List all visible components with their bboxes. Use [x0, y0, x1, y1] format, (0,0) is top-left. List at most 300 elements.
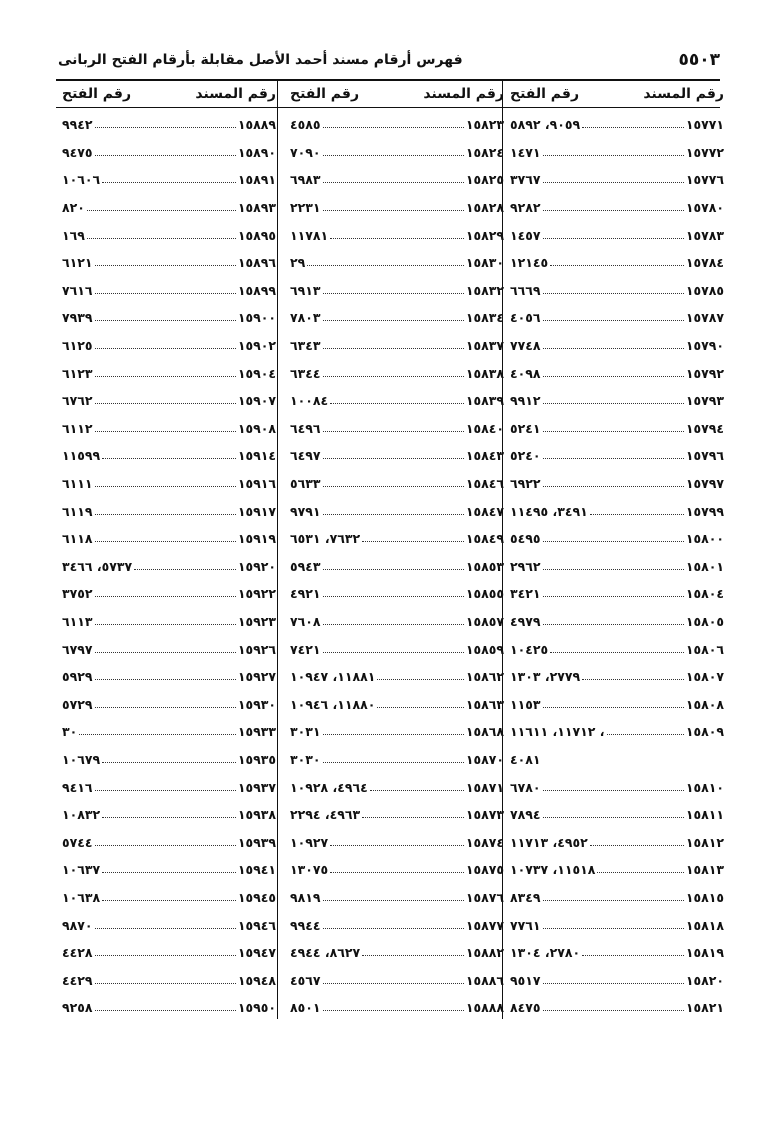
- index-row: [510, 746, 724, 774]
- fath-number: ١٦٩: [62, 227, 85, 243]
- index-row: [510, 332, 724, 360]
- fath-number: ٧٩٣٩: [62, 310, 93, 326]
- index-row: [62, 166, 276, 194]
- page-number: ٥٥٠٣: [678, 50, 720, 70]
- dot-leader: [323, 127, 464, 128]
- fath-number: ١١٥٩٩: [62, 448, 101, 464]
- musnad-number: ١٥٨٨٦: [465, 972, 504, 988]
- musnad-number: ١٥٨٦٨: [465, 724, 504, 740]
- dot-leader: [377, 679, 463, 680]
- fath-number: ٥٧٢٩: [62, 696, 93, 712]
- musnad-number: ١٥٩٠٠: [237, 310, 276, 326]
- index-row: [290, 994, 504, 1022]
- fath-number: ١٢١٤٥: [510, 255, 549, 271]
- musnad-number: ١٥٩٤٧: [237, 945, 276, 961]
- musnad-number: ١٥٧٨٤: [685, 255, 724, 271]
- musnad-number: ١٥٨٨٩: [237, 117, 276, 133]
- fath-number: ٦٧٨٠: [510, 779, 541, 795]
- dot-leader: [543, 900, 684, 901]
- musnad-number: ١٥٩٢٣: [237, 613, 276, 629]
- fath-number: ٩٢٨٢: [510, 200, 541, 216]
- fath-number: ١٠٦٠٦: [62, 172, 101, 188]
- dot-leader: [323, 514, 464, 515]
- index-row: [62, 497, 276, 525]
- column-divider-left: [277, 81, 278, 1019]
- fath-number: ٥٢٤١: [510, 420, 541, 436]
- index-row: [510, 553, 724, 581]
- musnad-number: ١٥٨٧٣: [465, 807, 504, 823]
- musnad-number: ١٥٨٧١: [465, 779, 504, 795]
- dot-leader: [543, 707, 684, 708]
- index-row: [62, 608, 276, 636]
- musnad-number: ١٥٩٥٠: [237, 1000, 276, 1016]
- dot-leader: [95, 1010, 236, 1011]
- index-row: [290, 497, 504, 525]
- index-row: [510, 387, 724, 415]
- musnad-number: ١٥٨٢٩: [465, 227, 504, 243]
- musnad-number: ١٥٨٢١: [685, 1000, 724, 1016]
- dot-leader: [95, 376, 236, 377]
- musnad-number: ١٥٩٤٥: [237, 889, 276, 905]
- heading-musnad: رقم المسند: [195, 86, 276, 102]
- fath-number: ١٠٤٢٥: [510, 641, 549, 657]
- musnad-number: ١٥٨٥٩: [465, 641, 504, 657]
- musnad-number: ١٥٧٧١: [685, 117, 724, 133]
- index-row: [62, 221, 276, 249]
- dot-leader: [323, 569, 464, 570]
- index-row: [510, 911, 724, 939]
- index-row: [290, 828, 504, 856]
- fath-number: ٦٩١٣: [290, 282, 321, 298]
- dot-leader: [590, 845, 684, 846]
- fath-number: ٢٩٦٢: [510, 558, 541, 574]
- heading-fath: رقم الفتح: [290, 86, 360, 102]
- dot-leader: [543, 182, 684, 183]
- index-row: [62, 635, 276, 663]
- dot-leader: [102, 182, 236, 183]
- fath-number: ٨٥٠١: [290, 1000, 321, 1016]
- index-row: [510, 856, 724, 884]
- musnad-number: ١٥٧٨٥: [685, 282, 724, 298]
- fath-number: ٣٤٩١، ١١٤٩٥: [510, 503, 588, 519]
- musnad-number: ١٥٩٠٨: [237, 420, 276, 436]
- fath-number: ٩٤٧٥: [62, 144, 93, 160]
- index-row: [510, 470, 724, 498]
- fath-number: ٦١٢٣: [62, 365, 93, 381]
- musnad-number: ١٥٨٣٨: [465, 365, 504, 381]
- musnad-number: ١٥٨٢٤: [465, 144, 504, 160]
- dot-leader: [323, 320, 464, 321]
- musnad-number: ١٥٩٣٠: [237, 696, 276, 712]
- dot-leader: [323, 376, 464, 377]
- fath-number: ٦٣٤٤: [290, 365, 321, 381]
- musnad-number: ١٥٨٣٩: [465, 393, 504, 409]
- musnad-number: ١٥٨٦٣: [465, 696, 504, 712]
- column-heading: [62, 81, 276, 107]
- index-row: [62, 718, 276, 746]
- index-row: [290, 442, 504, 470]
- dot-leader: [330, 872, 464, 873]
- fath-number: ٥٩٢٩: [62, 669, 93, 685]
- index-row: [290, 249, 504, 277]
- fath-number: ٦٤٩٦: [290, 420, 321, 436]
- musnad-number: ١٥٩٣٥: [237, 751, 276, 767]
- musnad-number: ١٥٩٢٦: [237, 641, 276, 657]
- index-row: [510, 608, 724, 636]
- index-row: [62, 856, 276, 884]
- dot-leader: [543, 458, 684, 459]
- index-row: [290, 939, 504, 967]
- fath-number: ٦٧٦٢: [62, 393, 93, 409]
- index-row: [62, 690, 276, 718]
- fath-number: ١١٥٣: [510, 696, 541, 712]
- fath-number: ٥٩٤٣: [290, 558, 321, 574]
- index-row: [290, 415, 504, 443]
- dot-leader: [87, 238, 236, 239]
- musnad-number: ١٥٧٩٧: [685, 476, 724, 492]
- index-row: [510, 525, 724, 553]
- musnad-number: ١٥٨٩٩: [237, 282, 276, 298]
- dot-leader: [95, 652, 236, 653]
- musnad-number: ١٥٩٣٣: [237, 724, 276, 740]
- musnad-number: ١٥٩٣٩: [237, 834, 276, 850]
- index-row: [510, 139, 724, 167]
- musnad-number: ١٥٩٤٦: [237, 917, 276, 933]
- musnad-number: ١٥٩٠٢: [237, 338, 276, 354]
- index-row: [290, 139, 504, 167]
- dot-leader: [323, 293, 464, 294]
- index-row: [62, 525, 276, 553]
- index-row: [510, 884, 724, 912]
- dot-leader: [95, 596, 236, 597]
- musnad-number: ١٥٨٣٤: [465, 310, 504, 326]
- dot-leader: [87, 210, 236, 211]
- column-heading: [290, 81, 504, 107]
- index-row: [290, 525, 504, 553]
- musnad-number: ١٥٨٩٣: [237, 200, 276, 216]
- fath-number: ٥٢٤٠: [510, 448, 541, 464]
- fath-number: ٣٧٦٧: [510, 172, 541, 188]
- dot-leader: [95, 348, 236, 349]
- dot-leader: [95, 155, 236, 156]
- index-row: [290, 111, 504, 139]
- musnad-number: ١٥٨٢٠: [685, 972, 724, 988]
- musnad-number: ١٥٨٧٦: [465, 889, 504, 905]
- dot-leader: [362, 817, 464, 818]
- musnad-number: ١٥٨٧٧: [465, 917, 504, 933]
- fath-number: ١٣٠٧٥: [290, 862, 329, 878]
- dot-leader: [330, 845, 464, 846]
- musnad-number: ١٥٩٣٧: [237, 779, 276, 795]
- index-row: [62, 139, 276, 167]
- dot-leader: [95, 679, 236, 680]
- index-row: [62, 277, 276, 305]
- musnad-number: ١٥٩١٤: [237, 448, 276, 464]
- musnad-number: ١٥٩٤١: [237, 862, 276, 878]
- index-row: [290, 332, 504, 360]
- fath-number: ٩٢٥٨: [62, 1000, 93, 1016]
- index-row: [290, 801, 504, 829]
- musnad-number: ١٥٨٠٥: [685, 613, 724, 629]
- dot-leader: [330, 238, 464, 239]
- dot-leader: [95, 486, 236, 487]
- musnad-number: ١٥٨١٠: [685, 779, 724, 795]
- index-row: [290, 856, 504, 884]
- index-row: [510, 690, 724, 718]
- fath-number: ٤٥٨٥: [290, 117, 321, 133]
- fath-number: ٦١١٢: [62, 420, 93, 436]
- dot-leader: [323, 762, 464, 763]
- heading-fath: رقم الفتح: [62, 86, 132, 102]
- musnad-number: ١٥٩٤٨: [237, 972, 276, 988]
- index-row: [290, 884, 504, 912]
- fath-number: ٣٧٥٢: [62, 586, 93, 602]
- musnad-number: ١٥٨٩٦: [237, 255, 276, 271]
- musnad-number: ١٥٧٩٤: [685, 420, 724, 436]
- dot-leader: [543, 348, 684, 349]
- index-row: [290, 304, 504, 332]
- index-row: [510, 497, 724, 525]
- fath-number: ١٠٦٧٩: [62, 751, 101, 767]
- index-rows: [62, 111, 276, 1022]
- index-row: [290, 746, 504, 774]
- musnad-number: ١٥٩١٩: [237, 531, 276, 547]
- index-row: [62, 966, 276, 994]
- musnad-number: ١٥٨٩٥: [237, 227, 276, 243]
- fath-number: ٧٧٦١: [510, 917, 541, 933]
- heading-musnad: رقم المسند: [643, 86, 724, 102]
- dot-leader: [307, 265, 464, 266]
- fath-number: ٩٩٤٤: [290, 917, 321, 933]
- fath-number: ٤٩٦٤، ١٠٩٢٨: [290, 779, 368, 795]
- dot-leader: [543, 376, 684, 377]
- fath-number: ١٤٧١: [510, 144, 541, 160]
- index-row: [510, 580, 724, 608]
- musnad-number: ١٥٩٠٤: [237, 365, 276, 381]
- dot-leader: [95, 127, 236, 128]
- index-row: [290, 690, 504, 718]
- musnad-number: ١٥٨٥٧: [465, 613, 504, 629]
- dot-leader: [543, 928, 684, 929]
- dot-leader: [543, 1010, 684, 1011]
- index-row: [510, 277, 724, 305]
- index-row: [62, 553, 276, 581]
- dot-leader: [102, 817, 236, 818]
- dot-leader: [370, 790, 464, 791]
- fath-number: ٢٢٣١: [290, 200, 321, 216]
- musnad-number: ١٥٨١٩: [685, 945, 724, 961]
- index-row: [290, 277, 504, 305]
- fath-number: ٧٦١٦: [62, 282, 93, 298]
- dot-leader: [323, 983, 464, 984]
- fath-number: ٦١١١: [62, 476, 93, 492]
- musnad-number: ١٥٨٩١: [237, 172, 276, 188]
- index-row: [290, 635, 504, 663]
- dot-leader: [597, 872, 683, 873]
- musnad-number: ١٥٨٠٤: [685, 586, 724, 602]
- musnad-number: ١٥٨٠٦: [685, 641, 724, 657]
- musnad-number: ١٥٨٩٠: [237, 144, 276, 160]
- index-row: [510, 828, 724, 856]
- musnad-number: ١٥٨٠٩: [685, 724, 724, 740]
- dot-leader: [330, 403, 464, 404]
- fath-number: ٩٩١٢: [510, 393, 541, 409]
- dot-leader: [95, 265, 236, 266]
- dot-leader: [102, 900, 236, 901]
- index-row: [62, 304, 276, 332]
- index-row: [62, 746, 276, 774]
- musnad-number: ١٥٧٧٦: [685, 172, 724, 188]
- musnad-number: ١٥٨٥٥: [465, 586, 504, 602]
- fath-number: ١٠٨٣٢: [62, 807, 101, 823]
- fath-number: ٩٤١٦: [62, 779, 93, 795]
- fath-number: ٤٠٥٦: [510, 310, 541, 326]
- musnad-number: ١٥٨٥٣: [465, 558, 504, 574]
- dot-leader: [95, 431, 236, 432]
- fath-number: ٣٠٣٠: [290, 751, 321, 767]
- musnad-number: ١٥٨٦٢: [465, 669, 504, 685]
- index-row: [62, 470, 276, 498]
- dot-leader: [543, 596, 684, 597]
- musnad-number: ١٥٨١٨: [685, 917, 724, 933]
- dot-leader: [95, 707, 236, 708]
- fath-number: ٨٢٠: [62, 200, 85, 216]
- dot-leader: [323, 900, 464, 901]
- index-column-2: [290, 81, 504, 1022]
- musnad-number: ١٥٨٨٢: [465, 945, 504, 961]
- dot-leader: [582, 127, 684, 128]
- fath-number: ٩٧٩١: [290, 503, 321, 519]
- fath-number: ٦٦٦٩: [510, 282, 541, 298]
- fath-number: ٦٣٤٣: [290, 338, 321, 354]
- musnad-number: ١٥٧٩٢: [685, 365, 724, 381]
- fath-number: ٤٩٢١: [290, 586, 321, 602]
- musnad-number: ١٥٧٩٩: [685, 503, 724, 519]
- musnad-number: ١٥٨٧٠: [465, 751, 504, 767]
- dot-leader: [362, 541, 464, 542]
- musnad-number: ١٥٧٨٧: [685, 310, 724, 326]
- musnad-number: ١٥٩١٦: [237, 476, 276, 492]
- index-row: [290, 773, 504, 801]
- musnad-number: ١٥٩٣٨: [237, 807, 276, 823]
- fath-number: ٦٩٢٢: [510, 476, 541, 492]
- index-row: [62, 801, 276, 829]
- fath-number: ٨٤٧٥: [510, 1000, 541, 1016]
- fath-number: ١١٧٨١: [290, 227, 329, 243]
- dot-leader: [95, 955, 236, 956]
- dot-leader: [362, 955, 464, 956]
- musnad-number: ١٥٨٤٧: [465, 503, 504, 519]
- fath-number: ٧٦٣٢، ٦٥٣١: [290, 531, 361, 547]
- index-column-3: [62, 81, 276, 1022]
- fath-number: ٤٠٨١: [510, 751, 541, 767]
- dot-leader: [323, 486, 464, 487]
- musnad-number: ١٥٨١١: [685, 807, 724, 823]
- heading-fath: رقم الفتح: [510, 86, 580, 102]
- index-row: [510, 304, 724, 332]
- index-row: [62, 111, 276, 139]
- dot-leader: [323, 734, 464, 735]
- index-row: [62, 939, 276, 967]
- musnad-number: ١٥٨٤٠: [465, 420, 504, 436]
- fath-number: ٤٤٢٩: [62, 972, 93, 988]
- index-row: [510, 718, 724, 746]
- dot-leader: [102, 458, 236, 459]
- musnad-number: ١٥٨٤٦: [465, 476, 504, 492]
- musnad-number: ١٥٧٨٣: [685, 227, 724, 243]
- index-row: [62, 911, 276, 939]
- musnad-number: ١٥٧٩٠: [685, 338, 724, 354]
- dot-leader: [590, 514, 684, 515]
- index-row: [62, 773, 276, 801]
- dot-leader: [543, 569, 684, 570]
- musnad-number: ١٥٩٠٧: [237, 393, 276, 409]
- fath-number: ٨٦٢٧، ٤٩٤٤: [290, 945, 361, 961]
- dot-leader: [95, 928, 236, 929]
- fath-number: ١٠٠٨٤: [290, 393, 329, 409]
- index-row: [290, 387, 504, 415]
- fath-number: ٢٩: [290, 255, 306, 271]
- index-row: [62, 249, 276, 277]
- musnad-number: ١٥٩٢٧: [237, 669, 276, 685]
- index-row: [510, 801, 724, 829]
- dot-leader: [323, 155, 464, 156]
- dot-leader: [543, 155, 684, 156]
- fath-number: ٤٩٥٢، ١١٧١٣: [510, 834, 588, 850]
- dot-leader: [102, 872, 236, 873]
- fath-number: ٩٥١٧: [510, 972, 541, 988]
- musnad-number: ١٥٧٩٣: [685, 393, 724, 409]
- musnad-number: ١٥٨٠١: [685, 558, 724, 574]
- musnad-number: ١٥٩١٧: [237, 503, 276, 519]
- dot-leader: [102, 762, 236, 763]
- fath-number: ٥٧٣٧، ٣٤٦٦: [62, 558, 133, 574]
- musnad-number: ١٥٨٠٨: [685, 696, 724, 712]
- fath-number: ٦١٢٥: [62, 338, 93, 354]
- dot-leader: [79, 734, 236, 735]
- dot-leader: [582, 679, 684, 680]
- dot-leader: [550, 265, 684, 266]
- index-row: [290, 911, 504, 939]
- fath-number: ٣٠: [62, 724, 78, 740]
- dot-leader: [543, 320, 684, 321]
- dot-leader: [323, 431, 464, 432]
- dot-leader: [543, 541, 684, 542]
- index-row: [510, 415, 724, 443]
- dot-leader: [95, 624, 236, 625]
- dot-leader: [607, 734, 684, 735]
- index-row: [62, 359, 276, 387]
- column-heading: [510, 81, 724, 107]
- fath-number: ٧٨٠٣: [290, 310, 321, 326]
- index-row: [290, 553, 504, 581]
- index-row: [510, 442, 724, 470]
- fath-number: ٩٨١٩: [290, 889, 321, 905]
- fath-number: ٧٦٠٨: [290, 613, 321, 629]
- musnad-number: ١٥٨٤٣: [465, 448, 504, 464]
- fath-number: ، ١١٧١٢، ١١٦١١: [510, 724, 605, 740]
- musnad-number: ١٥٨٢٨: [465, 200, 504, 216]
- fath-number: ٩٠٥٩، ٥٨٩٢: [510, 117, 581, 133]
- index-row: [290, 470, 504, 498]
- index-row: [62, 663, 276, 691]
- index-row: [510, 249, 724, 277]
- fath-number: ٩٩٤٢: [62, 117, 93, 133]
- index-row: [510, 939, 724, 967]
- fath-number: ٤٩٦٣، ٢٢٩٤: [290, 807, 361, 823]
- index-row: [290, 221, 504, 249]
- dot-leader: [543, 238, 684, 239]
